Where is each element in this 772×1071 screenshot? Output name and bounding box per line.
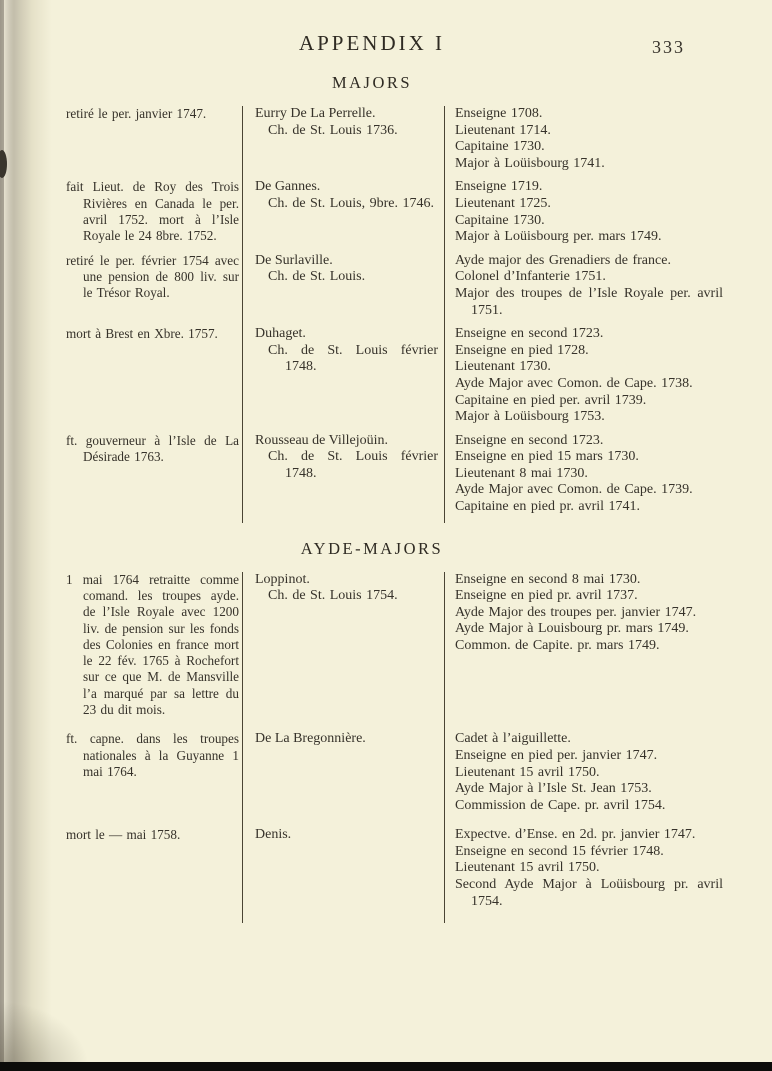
career-entry: Ayde Major à Louisbourg pr. mars 1749. xyxy=(455,621,689,637)
name-cell xyxy=(242,433,445,523)
career-entry: Capitaine en pied pr. avril 1741. xyxy=(455,499,641,515)
commission-text: Ch. de St. Louis février 1748. xyxy=(268,449,438,481)
commission-text: Ch. de St. Louis février 1748. xyxy=(268,342,438,375)
note-text: retiré le per. janvier 1747. xyxy=(66,106,207,121)
name-cell xyxy=(242,326,445,433)
notes-cell xyxy=(66,179,242,252)
career-entry: Colonel d’Infanterie 1751. xyxy=(455,269,606,285)
career-cell xyxy=(445,572,772,732)
career-entry: Commission de Cape. pr. avril 1754. xyxy=(455,797,666,813)
name-cell xyxy=(242,827,445,923)
career-entry: Enseigne en pied 1728. xyxy=(455,342,589,358)
career-cell xyxy=(445,106,772,179)
commission-text: Ch. de St. Louis. xyxy=(268,269,366,285)
note-text: 1 mai 1764 retraitte comme comand. les troupes ayde. de l’Isle Royale avec 1200 liv. de pension sur les fonds des Colonies en france mort le 22 fév. 1765 à Rochefort sur ce que M. de Mansville l’a marqué par sa lettre du 23 du dit mois. xyxy=(66,571,239,718)
career-entry: Major à Loüisbourg 1753. xyxy=(455,409,605,425)
section-heading: AYDE-MAJORS xyxy=(300,538,444,558)
officer-name: Eurry De La Perrelle. xyxy=(255,106,376,121)
section-majors xyxy=(0,73,772,523)
career-entry: Lieutenant 15 avril 1750. xyxy=(455,860,600,876)
section-heading: MAJORS xyxy=(331,73,413,92)
section-ayde-majors xyxy=(0,539,772,924)
note-text: mort à Brest en Xbre. 1757. xyxy=(66,326,218,342)
officer-name: Loppinot. xyxy=(255,571,310,587)
page-number: 333 xyxy=(652,37,685,57)
career-entry: Ayde Major des troupes per. janvier 1747. xyxy=(455,604,697,620)
officer-name: Duhaget. xyxy=(255,326,306,342)
career-cell xyxy=(445,179,772,252)
career-cell xyxy=(445,433,772,523)
career-cell xyxy=(445,253,772,326)
career-entry: Common. de Capite. pr. mars 1749. xyxy=(455,638,660,654)
notes-cell xyxy=(66,253,242,326)
name-cell xyxy=(242,572,445,732)
career-cell xyxy=(445,326,772,433)
notes-cell xyxy=(66,572,242,732)
name-cell xyxy=(242,253,445,326)
career-entry: Lieutenant 8 mai 1730. xyxy=(455,465,588,481)
career-entry: Major à Loüisbourg per. mars 1749. xyxy=(455,229,662,245)
career-entry: Enseigne en pied per. janvier 1747. xyxy=(455,747,658,763)
career-entry: Capitaine 1730. xyxy=(455,212,545,228)
career-entry: Capitaine en pied per. avril 1739. xyxy=(455,392,647,408)
note-text: ft. gouverneur à l’Isle de La Désirade 1763. xyxy=(66,432,239,464)
career-entry: Major des troupes de l’Isle Royale per. avril 1751. xyxy=(455,285,723,318)
note-text: mort le — mai 1758. xyxy=(66,827,181,843)
table-row xyxy=(66,106,772,179)
officer-name: De Surlaville. xyxy=(255,252,333,268)
commission-text: Ch. de St. Louis 1754. xyxy=(268,588,398,604)
career-entry: Lieutenant 1730. xyxy=(455,359,551,375)
career-entry: Lieutenant 1714. xyxy=(455,122,551,138)
career-entry: Major à Loüisbourg 1741. xyxy=(455,155,605,171)
notes-cell xyxy=(66,433,242,523)
career-entry: Enseigne 1719. xyxy=(455,179,543,195)
table-row xyxy=(66,253,772,326)
table-row xyxy=(66,827,772,923)
career-entry: Second Ayde Major à Loüisbourg pr. avril 1754. xyxy=(455,877,723,909)
notes-cell xyxy=(66,106,242,179)
page-header xyxy=(0,0,772,56)
roster-table xyxy=(66,572,772,924)
table-row xyxy=(66,179,772,252)
career-cell xyxy=(445,731,772,827)
officer-name: De La Bregonnière. xyxy=(255,731,366,747)
career-entry: Enseigne 1708. xyxy=(455,106,543,121)
note-text: ft. capne. dans les troupes nationales à la Guyanne 1 mai 1764. xyxy=(66,731,239,779)
career-entry: Capitaine 1730. xyxy=(455,139,545,155)
career-entry: Lieutenant 15 avril 1750. xyxy=(455,764,600,780)
table-row xyxy=(66,433,772,523)
career-entry: Enseigne en second 15 février 1748. xyxy=(455,843,664,859)
appendix-title: APPENDIX I xyxy=(298,31,446,55)
officer-name: Rousseau de Villejoüin. xyxy=(255,432,389,448)
career-entry: Enseigne en second 1723. xyxy=(455,326,604,342)
commission-text: Ch. de St. Louis, 9bre. 1746. xyxy=(268,195,434,211)
corner-shadow xyxy=(0,1001,90,1071)
notes-cell xyxy=(66,827,242,923)
career-entry: Cadet à l’aiguillette. xyxy=(455,731,571,747)
roster-table xyxy=(66,106,772,523)
bottom-scan-bar xyxy=(0,1062,772,1071)
career-entry: Lieutenant 1725. xyxy=(455,195,551,211)
table-row xyxy=(66,731,772,827)
career-cell xyxy=(445,827,772,923)
career-entry: Enseigne en pied 15 mars 1730. xyxy=(455,449,639,465)
note-text: retiré le per. février 1754 avec une pension de 800 liv. sur le Trésor Royal. xyxy=(66,252,239,301)
career-entry: Enseigne en second 1723. xyxy=(455,432,604,448)
officer-name: De Gannes. xyxy=(255,179,321,195)
career-entry: Ayde Major à l’Isle St. Jean 1753. xyxy=(455,781,652,797)
table-row xyxy=(66,572,772,732)
commission-text: Ch. de St. Louis 1736. xyxy=(268,122,398,138)
name-cell xyxy=(242,106,445,179)
career-entry: Expectve. d’Ense. en 2d. pr. janvier 1747. xyxy=(455,827,696,843)
notes-cell xyxy=(66,731,242,827)
officer-name: Denis. xyxy=(255,827,292,843)
name-cell xyxy=(242,731,445,827)
notes-cell xyxy=(66,326,242,433)
career-entry: Ayde Major avec Comon. de Cape. 1738. xyxy=(455,375,693,391)
career-entry: Enseigne en pied pr. avril 1737. xyxy=(455,588,638,604)
name-cell xyxy=(242,179,445,252)
table-row xyxy=(66,326,772,433)
career-entry: Enseigne en second 8 mai 1730. xyxy=(455,571,641,587)
career-entry: Ayde major des Grenadiers de france. xyxy=(455,252,671,268)
career-entry: Ayde Major avec Comon. de Cape. 1739. xyxy=(455,482,693,498)
note-text: fait Lieut. de Roy des Trois Rivières en Canada le per. avril 1752. mort à l’Isle Royale le 24 8bre. 1752. xyxy=(66,179,239,244)
